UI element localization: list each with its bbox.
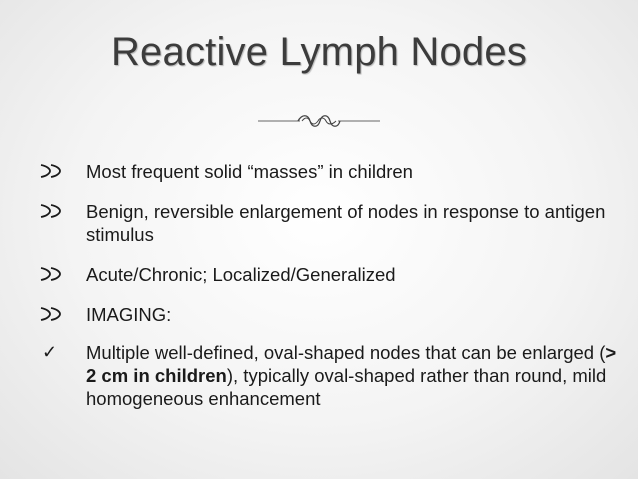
slide-title: Reactive Lymph Nodes xyxy=(110,30,528,74)
bullet-text-before: Multiple well-defined, oval-shaped nodes that can be enlarged ( xyxy=(86,342,606,363)
list-item xyxy=(38,263,618,286)
checkmark-icon: ✓ xyxy=(42,342,58,362)
bullet-text: Most frequent solid “masses” in children xyxy=(86,161,413,182)
list-item xyxy=(38,303,618,326)
list-item xyxy=(38,200,618,246)
list-item xyxy=(38,160,618,183)
double-chevron-bullet-icon xyxy=(38,305,66,323)
double-chevron-bullet-icon xyxy=(38,202,66,220)
flourish-divider-icon xyxy=(258,110,380,132)
bullet-text: Acute/Chronic; Localized/Generalized xyxy=(86,264,396,285)
bullet-text: IMAGING: xyxy=(86,304,172,325)
bullet-text-bold: > 2 cm in children xyxy=(86,342,617,386)
double-chevron-bullet-icon xyxy=(38,265,66,283)
list-item xyxy=(38,341,618,410)
bullet-text-after: ), typically oval-shaped rather than round, mild homogeneous enhancement xyxy=(86,365,607,409)
bullet-text: Benign, reversible enlargement of nodes in response to antigen stimulus xyxy=(86,201,606,245)
double-chevron-bullet-icon xyxy=(38,162,66,180)
bullet-list xyxy=(38,160,618,410)
